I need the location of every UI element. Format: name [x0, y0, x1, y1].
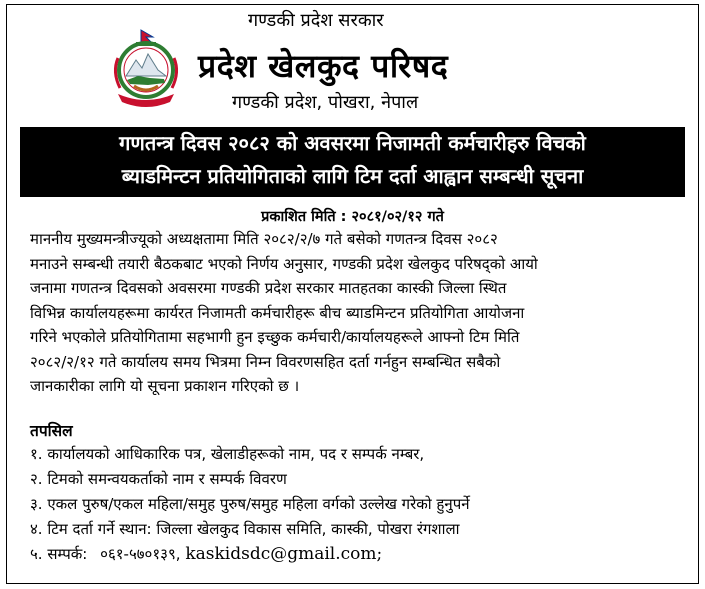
notice-body: [30, 227, 680, 399]
details-heading: तपसिल: [30, 422, 73, 440]
organization-name: प्रदेश खेलकुद परिषद: [198, 47, 449, 85]
body-line: विभिन्न कार्यालयहरूमा कार्यरत निजामती कर्मचारीहरू बीच ब्याडमिन्टन प्रतियोगिता आयोजना: [30, 303, 525, 322]
notice-title-line-2: ब्याडमिन्टन प्रतियोगिताको लागि टिम दर्ता आह्वान सम्बन्धी सूचना: [121, 164, 584, 188]
contact-phone: ०६१-५७०१३९,: [100, 545, 181, 563]
list-item: १. कार्यालयको आधिकारिक पत्र, खेलाडीहरूको नाम, पद र सम्पर्क नम्बर,: [30, 445, 425, 463]
contact-email[interactable]: kaskidsdc@gmail.com;: [185, 544, 383, 564]
nepal-government-emblem-icon: [108, 28, 184, 108]
body-line: २०८२/२/१२ गते कार्यालय समय भित्रमा निम्न विवरणसहित दर्ता गर्नहुन सम्बन्धित सबैको: [30, 352, 501, 371]
list-item: ३. एकल पुरुष/एकल महिला/समुह पुरुष/समुह महिला वर्गको उल्लेख गरेको हुनुपर्ने: [30, 495, 470, 513]
government-name: गण्डकी प्रदेश सरकार: [248, 10, 384, 31]
body-line: माननीय मुख्यमन्त्रीज्यूको अध्यक्षतामा मिति २०८२/२/७ गते बसेको गणतन्त्र दिवस २०८२: [30, 230, 498, 248]
letterhead: [0, 0, 705, 122]
notice-title-line-1: गणतन्त्र दिवस २०८२ को अवसरमा निजामती कर्मचारीहरु विचको: [119, 131, 586, 155]
organization-address: गण्डकी प्रदेश, पोखरा, नेपाल: [232, 92, 419, 113]
details-list: [30, 442, 680, 567]
list-item: २. टिमको समन्वयकर्ताको नाम र सम्पर्क विवरण: [30, 470, 287, 488]
contact-item: [30, 542, 680, 567]
notice-title-banner: [20, 127, 685, 197]
body-line: जानकारीका लागि यो सूचना प्रकाशन गरिएको छ ।: [30, 377, 300, 395]
list-item: ४. टिम दर्ता गर्ने स्थान: जिल्ला खेलकुद विकास समिति, कास्की, पोखरा रंगशाला: [30, 520, 460, 538]
contact-label: ५. सम्पर्क:: [30, 545, 88, 563]
body-line: जनामा गणतन्त्र दिवसको अवसरमा गण्डकी प्रदेश सरकार मातहतका कास्की जिल्ला स्थित: [30, 279, 507, 297]
body-line: मनाउने सम्बन्धी तयारी बैठकबाट भएको निर्णय अनुसार, गण्डकी प्रदेश खेलकुद परिषद्को आयो: [30, 254, 538, 273]
published-date: प्रकाशित मिति : २०८१/०२/१२ गते: [261, 209, 444, 225]
body-line: गरिने भएकोले प्रतियोगितामा सहभागी हुन इच्छुक कर्मचारी/कार्यालयहरूले आफ्नो टिम मिति: [30, 328, 520, 346]
